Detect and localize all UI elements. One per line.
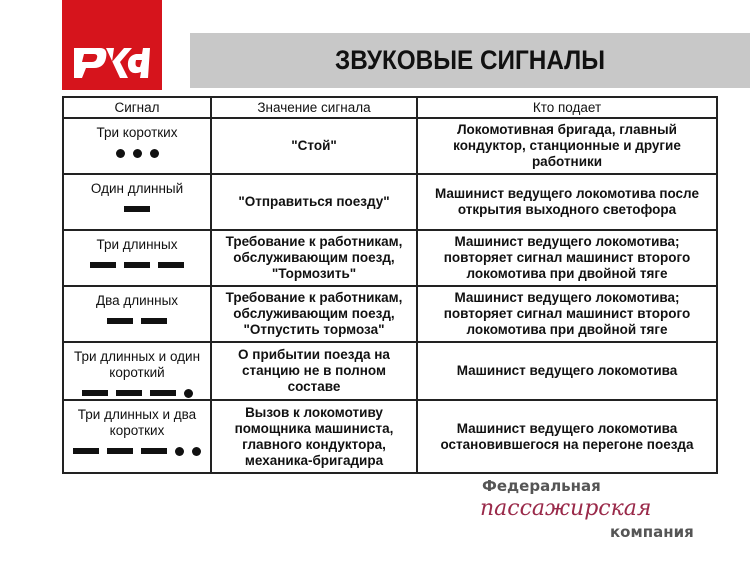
rzd-logo xyxy=(62,0,162,90)
long-signal-mark xyxy=(73,448,99,454)
table-row xyxy=(63,400,717,473)
who-cell: Машинист ведущего локомотива; повторяет сигнал машинист второго локомотива при двойной тяге xyxy=(417,230,717,286)
signal-cell xyxy=(63,118,211,174)
table-header-row xyxy=(63,97,717,118)
column-header-meaning: Значение сигнала xyxy=(211,97,417,118)
who-cell: Машинист ведущего локомотива; повторяет сигнал машинист второго локомотива при двойной тяге xyxy=(417,286,717,342)
long-signal-mark xyxy=(82,390,108,396)
long-signal-mark xyxy=(116,390,142,396)
fpk-logo-script: пассажирская xyxy=(480,496,652,521)
signal-cell xyxy=(63,230,211,286)
meaning-cell: О прибытии поезда на станцию не в полном составе xyxy=(211,342,417,400)
meaning-cell: "Отправиться поезду" xyxy=(211,174,417,230)
page-title: ЗВУКОВЫЕ СИГНАЛЫ xyxy=(334,45,606,75)
signal-pattern xyxy=(67,315,207,327)
who-cell: Машинист ведущего локомотива xyxy=(417,342,717,400)
long-signal-mark xyxy=(150,390,176,396)
signal-name: Один длинный xyxy=(90,181,184,196)
signal-name: Два длинных xyxy=(95,293,179,308)
fpk-logo xyxy=(480,478,720,544)
meaning-cell: Вызов к локомотиву помощника машиниста, главного кондуктора, механика-бригадира xyxy=(211,400,417,473)
table-row xyxy=(63,174,717,230)
signals-table xyxy=(62,96,718,474)
who-cell: Машинист ведущего локомотива остановившегося на перегоне поезда xyxy=(417,400,717,473)
long-signal-mark xyxy=(107,448,133,454)
long-signal-mark xyxy=(141,318,167,324)
short-signal-mark xyxy=(184,389,193,398)
table-row xyxy=(63,342,717,400)
rzd-logo-mark xyxy=(70,40,154,80)
signal-cell xyxy=(63,286,211,342)
who-cell: Машинист ведущего локомотива после открытия выходного светофора xyxy=(417,174,717,230)
table-row xyxy=(63,230,717,286)
title-band xyxy=(190,33,750,88)
signal-pattern xyxy=(67,387,207,399)
column-header-who: Кто подает xyxy=(417,97,717,118)
short-signal-mark xyxy=(175,447,184,456)
table-row xyxy=(63,118,717,174)
signal-pattern xyxy=(67,445,207,457)
short-signal-mark xyxy=(116,149,125,158)
column-header-signal: Сигнал xyxy=(63,97,211,118)
signal-cell xyxy=(63,174,211,230)
short-signal-mark xyxy=(150,149,159,158)
signal-name: Три длинных и один короткий xyxy=(73,349,201,380)
table-row xyxy=(63,286,717,342)
signal-pattern xyxy=(67,259,207,271)
long-signal-mark xyxy=(124,206,150,212)
short-signal-mark xyxy=(133,149,142,158)
signal-name: Три длинных xyxy=(96,237,178,252)
short-signal-mark xyxy=(192,447,201,456)
long-signal-mark xyxy=(158,262,184,268)
meaning-cell: Требование к работникам, обслуживающим поезд, "Тормозить" xyxy=(211,230,417,286)
signal-name: Три длинных и два коротких xyxy=(77,407,197,438)
fpk-logo-line2: компания xyxy=(610,523,694,541)
who-cell: Локомотивная бригада, главный кондуктор, станционные и другие работники xyxy=(417,118,717,174)
meaning-cell: Требование к работникам, обслуживающим поезд, "Отпустить тормоза" xyxy=(211,286,417,342)
signal-cell xyxy=(63,400,211,473)
long-signal-mark xyxy=(141,448,167,454)
long-signal-mark xyxy=(124,262,150,268)
signal-cell xyxy=(63,342,211,400)
signal-pattern xyxy=(67,147,207,159)
fpk-logo-line1: Федеральная xyxy=(482,477,601,495)
signal-pattern xyxy=(67,203,207,215)
meaning-cell: "Стой" xyxy=(211,118,417,174)
signal-name: Три коротких xyxy=(96,125,178,140)
long-signal-mark xyxy=(107,318,133,324)
long-signal-mark xyxy=(90,262,116,268)
